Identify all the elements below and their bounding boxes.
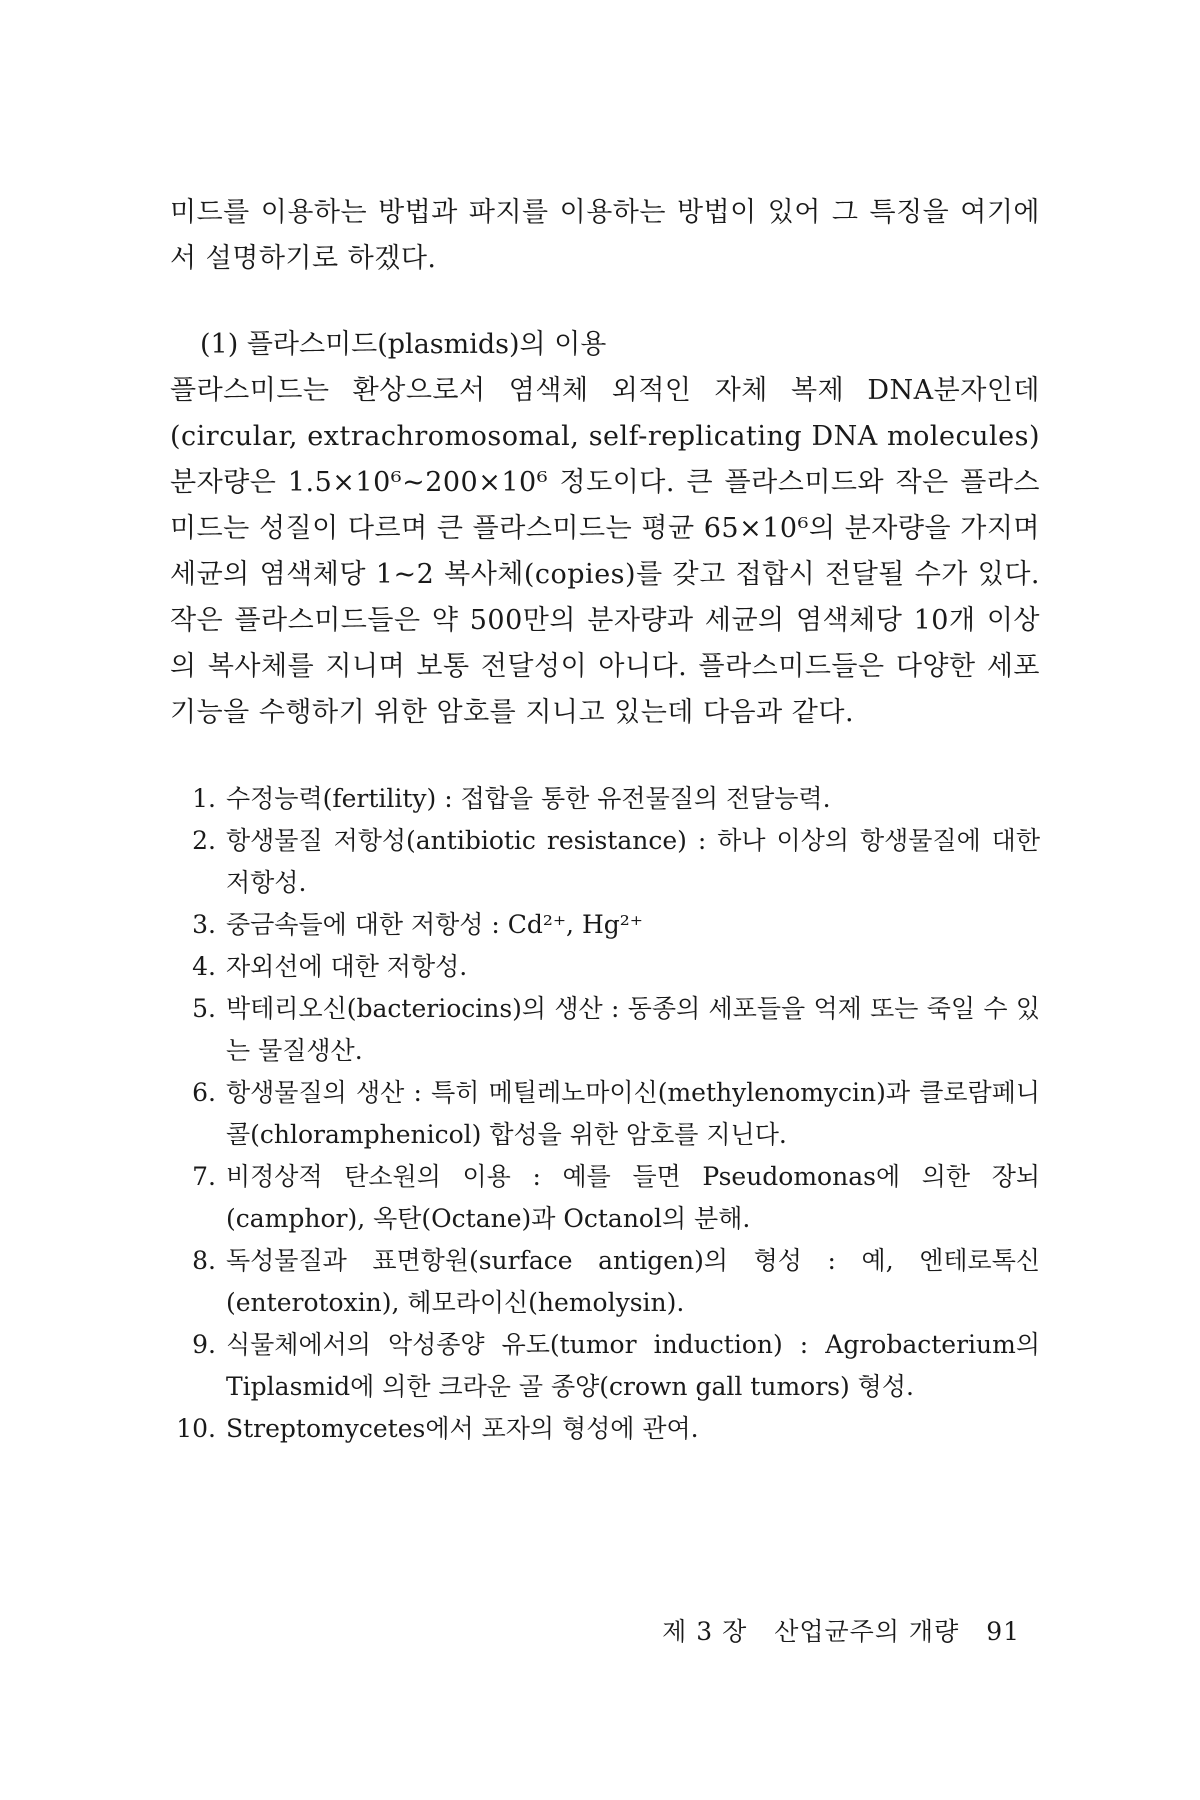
list-item-number: 10.: [176, 1414, 216, 1443]
list-item: [170, 1324, 1040, 1408]
list-item-number: 4.: [192, 952, 216, 981]
list-item: [170, 946, 1040, 988]
list-item-number: 6.: [192, 1078, 216, 1107]
page-number: 91: [986, 1617, 1020, 1646]
list-item-text: 수정능력(fertility) : 접합을 통한 유전물질의 전달능력.: [226, 784, 831, 813]
list-item-text: 박테리오신(bacteriocins)의 생산 : 동종의 세포들을 억제 또는 죽일 수 있는 물질생산.: [226, 994, 1040, 1065]
body-paragraph: 플라스미드는 환상으로서 염색체 외적인 자체 복제 DNA분자인데(circular, extrachromosomal, self-replicating DNA molecules) 분자량은 1.5×10⁶~200×10⁶ 정도이다. 큰 플라스미드와 작은 플라스미드는 성질이 다르며 큰 플라스미드는 평균 65×10⁶의 분자량을 가지며 세균의 염색체당 1~2 복사체(copies)를 갖고 접합시 전달될 수가 있다. 작은 플라스미드들은 약 500만의 분자량과 세균의 염색체당 10개 이상의 복사체를 지니며 보통 전달성이 아니다. 플라스미드들은 다양한 세포기능을 수행하기 위한 암호를 지니고 있는데 다음과 같다.: [170, 375, 1040, 728]
footer-chapter: 제 3 장: [662, 1617, 748, 1646]
list-item: [170, 778, 1040, 820]
list-item-number: 2.: [192, 826, 216, 855]
list-item-text: 중금속들에 대한 저항성 : Cd²⁺, Hg²⁺: [226, 910, 643, 939]
list-item-text: 자외선에 대한 저항성.: [226, 952, 468, 981]
list-item: [170, 820, 1040, 904]
list-item: [170, 1156, 1040, 1240]
page-footer: [644, 1612, 1020, 1648]
list-item-text: 비정상적 탄소원의 이용 : 예를 들면 Pseudomonas에 의한 장뇌(camphor), 옥탄(Octane)과 Octanol의 분해.: [226, 1162, 1040, 1233]
page-content: [170, 190, 1040, 1450]
list-item-number: 8.: [192, 1246, 216, 1275]
list-item-number: 7.: [192, 1162, 216, 1191]
list-item-number: 5.: [192, 994, 216, 1023]
list-item-text: 식물체에서의 악성종양 유도(tumor induction) : Agrobacterium의 Tiplasmid에 의한 크라운 골 종양(crown gall tumors) 형성.: [226, 1330, 1040, 1401]
list-item-number: 1.: [192, 784, 216, 813]
list-item: [170, 1240, 1040, 1324]
list-item-text: Streptomycetes에서 포자의 형성에 관여.: [226, 1414, 699, 1443]
list-item-text: 항생물질 저항성(antibiotic resistance) : 하나 이상의 항생물질에 대한 저항성.: [226, 826, 1040, 897]
function-list: [170, 778, 1040, 1450]
list-item-text: 항생물질의 생산 : 특히 메틸레노마이신(methylenomycin)과 클로람페니콜(chloramphenicol) 합성을 위한 암호를 지닌다.: [226, 1078, 1040, 1149]
list-item-number: 9.: [192, 1330, 216, 1359]
intro-paragraph: 미드를 이용하는 방법과 파지를 이용하는 방법이 있어 그 특징을 여기에서 설명하기로 하겠다.: [170, 197, 1040, 274]
list-item-text: 독성물질과 표면항원(surface antigen)의 형성 : 예, 엔테로톡신(enterotoxin), 헤모라이신(hemolysin).: [226, 1246, 1040, 1317]
footer-chapter-title: 산업균주의 개량: [774, 1617, 960, 1646]
list-item: [170, 1408, 1040, 1450]
section-heading: (1) 플라스미드(plasmids)의 이용: [200, 329, 607, 360]
list-item: [170, 988, 1040, 1072]
list-item: [170, 904, 1040, 946]
list-item-number: 3.: [192, 910, 216, 939]
list-item: [170, 1072, 1040, 1156]
